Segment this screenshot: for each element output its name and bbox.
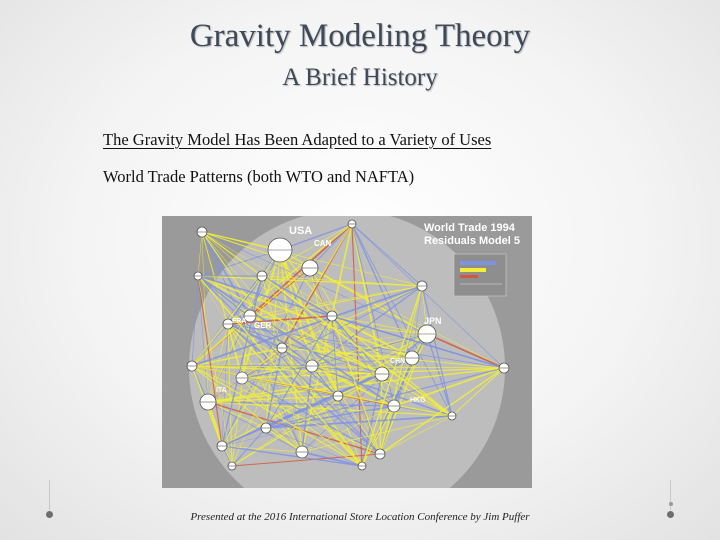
figure-title-line1: World Trade 1994 bbox=[424, 222, 515, 234]
label-jpn: JPN bbox=[424, 316, 442, 326]
decor-line-left bbox=[49, 480, 50, 510]
decor-dot-right bbox=[667, 511, 674, 518]
decor-dot-right-small bbox=[669, 502, 673, 506]
section-subheading: World Trade Patterns (both WTO and NAFTA) bbox=[103, 167, 415, 186]
slide-title: Gravity Modeling Theory bbox=[189, 18, 531, 54]
decor-dot-left bbox=[46, 511, 53, 518]
label-can: CAN bbox=[314, 239, 332, 248]
label-chn: CHN bbox=[390, 358, 406, 365]
section-heading: The Gravity Model Has Been Adapted to a Variety of Uses bbox=[103, 130, 492, 149]
world-trade-network-figure bbox=[162, 216, 532, 488]
figure-legend bbox=[454, 254, 506, 296]
slide-subtitle: A Brief History bbox=[282, 64, 438, 91]
label-ita: ITA bbox=[216, 387, 227, 394]
label-usa: USA bbox=[289, 225, 313, 237]
label-fra: FRA bbox=[232, 318, 247, 325]
figure-title-line2: Residuals Model 5 bbox=[424, 235, 520, 247]
footer-credit: Presented at the 2016 International Store Location Conference by Jim Puffer bbox=[190, 511, 530, 523]
label-ger: GER bbox=[254, 321, 272, 330]
label-hkg: HKG bbox=[410, 397, 426, 404]
trade-network-graphic bbox=[162, 216, 532, 488]
